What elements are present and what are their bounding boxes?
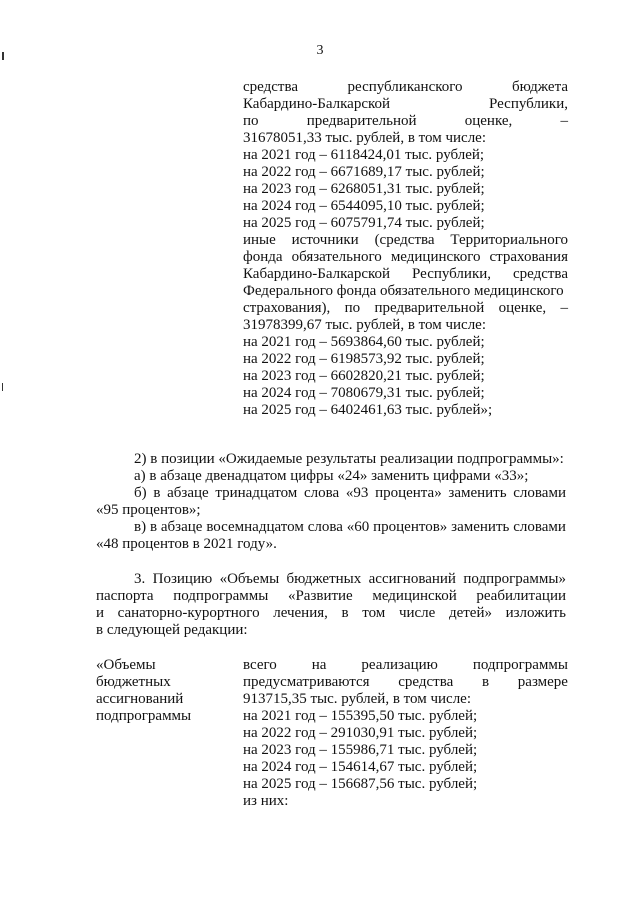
amendment-item-3	[96, 571, 566, 639]
year-line: на 2022 год – 291030,91 тыс. рублей;	[243, 725, 478, 741]
table-value	[243, 657, 568, 810]
year-line: на 2024 год – 6544095,10 тыс. рублей;	[243, 198, 485, 214]
text-line: паспорта подпрограммы «Развитие медицинской реабилитации	[96, 588, 566, 604]
year-line: на 2024 год – 154614,67 тыс. рублей;	[243, 759, 478, 775]
year-line: на 2023 год – 6602820,21 тыс. рублей;	[243, 368, 485, 384]
year-line: на 2021 год – 5693864,60 тыс. рублей;	[243, 334, 485, 350]
text-line: по предварительной оценке, –	[243, 113, 568, 129]
text-line: 913715,35 тыс. рублей, в том числе:	[243, 691, 472, 707]
text-line: всего на реализацию подпрограммы	[243, 657, 568, 673]
table-label	[96, 657, 236, 725]
text-line: в) в абзаце восемнадцатом слова «60 процентов» заменить словами	[134, 519, 566, 535]
page-number: 3	[316, 43, 324, 58]
text-line: предусматриваются средства в размере	[243, 674, 568, 690]
text-line: 31978399,67 тыс. рублей, в том числе:	[243, 317, 487, 333]
year-line: на 2021 год – 6118424,01 тыс. рублей;	[243, 147, 485, 163]
text-line: «95 процентов»;	[96, 502, 201, 518]
text-line: 2) в позиции «Ожидаемые результаты реализации подпрограммы»:	[134, 451, 564, 467]
margin-mark	[2, 383, 3, 391]
text-line: страхования), по предварительной оценке, –	[243, 300, 568, 316]
text-line: Кабардино-Балкарской Республики, средства	[243, 266, 568, 282]
text-line: «48 процентов в 2021 году».	[96, 536, 277, 552]
text-line: б) в абзаце тринадцатом слова «93 процента» заменить словами	[134, 485, 566, 501]
text-line: а) в абзаце двенадцатом цифры «24» заменить цифрами «33»;	[134, 468, 529, 484]
year-line: на 2025 год – 156687,56 тыс. рублей;	[243, 776, 478, 792]
year-line: на 2023 год – 155986,71 тыс. рублей;	[243, 742, 478, 758]
text-line: из них:	[243, 793, 289, 809]
year-line: на 2022 год – 6671689,17 тыс. рублей;	[243, 164, 485, 180]
year-line: на 2024 год – 7080679,31 тыс. рублей;	[243, 385, 485, 401]
year-line: на 2023 год – 6268051,31 тыс. рублей;	[243, 181, 485, 197]
text-line: и санаторно-курортного лечения, в том числе детей» изложить	[96, 605, 566, 621]
funding-continued	[243, 79, 568, 419]
text-line: ассигнований	[96, 691, 184, 707]
amendment-item-2	[96, 451, 566, 553]
year-line: на 2025 год – 6402461,63 тыс. рублей»;	[243, 402, 493, 418]
text-line: 3. Позицию «Объемы бюджетных ассигнований подпрограммы»	[134, 571, 566, 587]
year-line: на 2021 год – 155395,50 тыс. рублей;	[243, 708, 478, 724]
text-line: подпрограммы	[96, 708, 192, 724]
text-line: Федерального фонда обязательного медицинского	[243, 283, 564, 299]
text-line: Кабардино-Балкарской Республики,	[243, 96, 568, 112]
text-line: фонда обязательного медицинского страхования	[243, 249, 568, 265]
text-line: 31678051,33 тыс. рублей, в том числе:	[243, 130, 487, 146]
year-line: на 2022 год – 6198573,92 тыс. рублей;	[243, 351, 485, 367]
text-line: в следующей редакции:	[96, 622, 248, 638]
text-line: «Объемы	[96, 657, 156, 673]
text-line: средства республиканского бюджета	[243, 79, 568, 95]
text-line: иные источники (средства Территориального	[243, 232, 568, 248]
year-line: на 2025 год – 6075791,74 тыс. рублей;	[243, 215, 485, 231]
text-line: бюджетных	[96, 674, 171, 690]
